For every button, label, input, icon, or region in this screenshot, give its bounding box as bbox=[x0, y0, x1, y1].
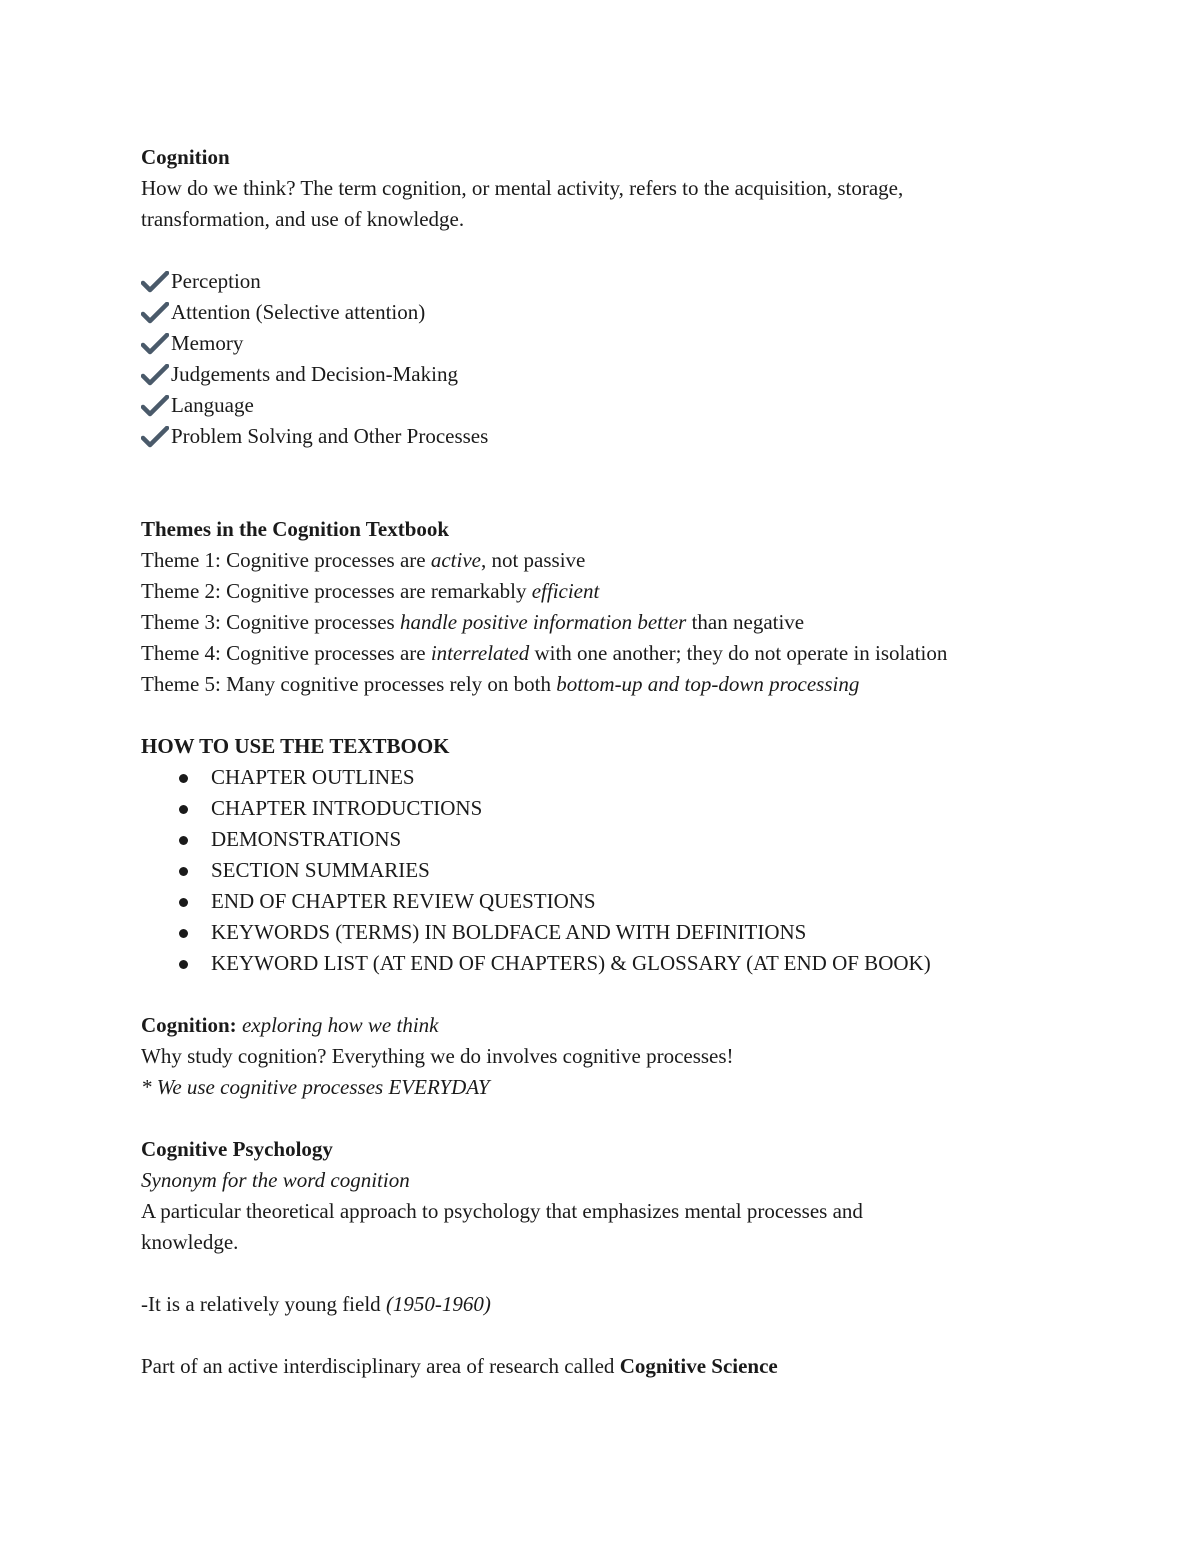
section-heading-cognition: Cognition bbox=[141, 145, 230, 169]
list-item: SECTION SUMMARIES bbox=[141, 855, 1081, 886]
checkmark-icon bbox=[141, 421, 171, 452]
cogpsych-young-field: -It is a relatively young field (1950-1960) bbox=[141, 1292, 491, 1316]
section-heading-howto: HOW TO USE THE TEXTBOOK bbox=[141, 734, 450, 758]
cogpsych-def-line-1: A particular theoretical approach to psychology that emphasizes mental processes and bbox=[141, 1199, 863, 1223]
list-item: DEMONSTRATIONS bbox=[141, 824, 1081, 855]
checkmark-icon bbox=[141, 390, 171, 421]
checklist-item bbox=[141, 390, 1081, 421]
theme-line: Theme 3: Cognitive processes handle positive information better than negative bbox=[141, 610, 805, 634]
cogpsych-synonym: Synonym for the word cognition bbox=[141, 1168, 410, 1192]
theme-line: Theme 2: Cognitive processes are remarkably efficient bbox=[141, 579, 600, 603]
explore-line-2: * We use cognitive processes EVERYDAY bbox=[141, 1075, 490, 1099]
section-heading-cogpsych: Cognitive Psychology bbox=[141, 1137, 333, 1161]
list-item: CHAPTER OUTLINES bbox=[141, 762, 1081, 793]
list-item: KEYWORD LIST (AT END OF CHAPTERS) & GLOSSARY (AT END OF BOOK) bbox=[141, 948, 1081, 979]
section-heading-explore: Cognition: exploring how we think bbox=[141, 1013, 439, 1037]
checkmark-icon bbox=[141, 359, 171, 390]
checkmark-icon bbox=[141, 266, 171, 297]
document-body bbox=[141, 142, 1081, 1382]
theme-line: Theme 4: Cognitive processes are interrelated with one another; they do not operate in isolation bbox=[141, 641, 948, 665]
checklist-label: Problem Solving and Other Processes bbox=[171, 424, 489, 448]
checkmark-icon bbox=[141, 297, 171, 328]
theme-line: Theme 1: Cognitive processes are active, not passive bbox=[141, 548, 586, 572]
bullet-icon bbox=[179, 867, 188, 876]
theme-line: Theme 5: Many cognitive processes rely on both bottom-up and top-down processing bbox=[141, 672, 860, 696]
explore-line-1: Why study cognition? Everything we do involves cognitive processes! bbox=[141, 1044, 734, 1068]
checklist-item bbox=[141, 328, 1081, 359]
checklist-label: Memory bbox=[171, 331, 244, 355]
intro-line-2: transformation, and use of knowledge. bbox=[141, 207, 465, 231]
howto-list bbox=[141, 762, 1081, 979]
bullet-icon bbox=[179, 805, 188, 814]
checklist-label: Perception bbox=[171, 269, 261, 293]
bullet-icon bbox=[179, 898, 188, 907]
intro-line-1: How do we think? The term cognition, or mental activity, refers to the acquisition, storage, bbox=[141, 176, 904, 200]
bullet-icon bbox=[179, 774, 188, 783]
bullet-icon bbox=[179, 836, 188, 845]
checklist-item bbox=[141, 359, 1081, 390]
checklist bbox=[141, 266, 1081, 452]
list-item: KEYWORDS (TERMS) IN BOLDFACE AND WITH DEFINITIONS bbox=[141, 917, 1081, 948]
bullet-icon bbox=[179, 929, 188, 938]
list-item: END OF CHAPTER REVIEW QUESTIONS bbox=[141, 886, 1081, 917]
checklist-label: Attention (Selective attention) bbox=[171, 300, 426, 324]
checklist-label: Judgements and Decision-Making bbox=[171, 362, 458, 386]
checklist-item bbox=[141, 297, 1081, 328]
checklist-label: Language bbox=[171, 393, 254, 417]
section-heading-themes: Themes in the Cognition Textbook bbox=[141, 517, 450, 541]
checklist-item bbox=[141, 421, 1081, 452]
cogpsych-cognitive-science: Part of an active interdisciplinary area of research called Cognitive Science bbox=[141, 1354, 778, 1378]
list-item: CHAPTER INTRODUCTIONS bbox=[141, 793, 1081, 824]
cogpsych-def-line-2: knowledge. bbox=[141, 1230, 239, 1254]
checkmark-icon bbox=[141, 328, 171, 359]
checklist-item bbox=[141, 266, 1081, 297]
bullet-icon bbox=[179, 960, 188, 969]
